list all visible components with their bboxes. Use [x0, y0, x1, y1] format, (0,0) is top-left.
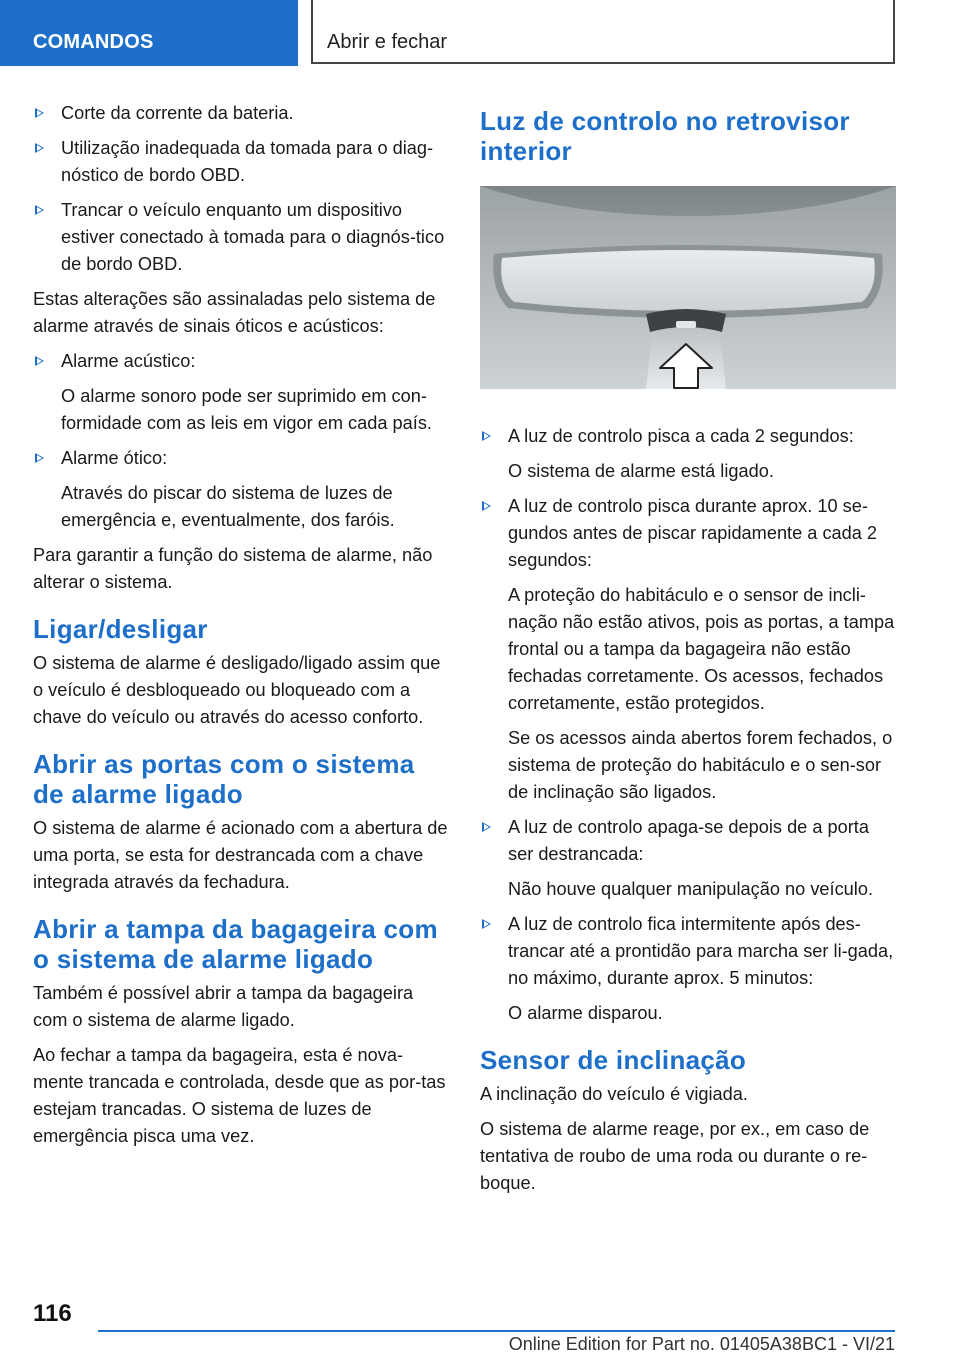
list-item: A luz de controlo apaga-se depois de a porta ser destrancada: Não houve qualquer manipulação no veículo. — [480, 814, 896, 903]
triangle-bullet-icon — [35, 143, 44, 153]
page-header — [0, 0, 960, 66]
list-item: Alarme ótico: Através do piscar do sistema de luzes de emergência e, eventualmente, dos faróis. — [33, 445, 451, 534]
list-item: A luz de controlo fica intermitente após des-trancar até a prontidão para marcha ser li-gada, no máximo, durante aprox. 5 minutos: O alarme disparou. — [480, 911, 896, 1027]
paragraph: Para garantir a função do sistema de alarme, não alterar o sistema. — [33, 545, 433, 592]
list-item: Corte da corrente da bateria. — [33, 100, 451, 127]
triangle-bullet-icon — [35, 205, 44, 215]
heading-abrir-portas: Abrir as portas com o sistema de alarme ligado — [33, 749, 415, 809]
triangle-bullet-icon — [35, 108, 44, 118]
list-item: Alarme acústico: O alarme sonoro pode ser suprimido em con-formidade com as leis em vigor em cada país. — [33, 348, 451, 437]
paragraph: Ao fechar a tampa da bagageira, esta é nova-mente trancada e controlada, desde que as por-tas estejam trancadas. O sistema de luzes de emergência pisca uma vez. — [33, 1045, 446, 1146]
paragraph: Também é possível abrir a tampa da bagageira com o sistema de alarme ligado. — [33, 983, 414, 1030]
triangle-bullet-icon — [482, 431, 491, 441]
chapter-title: Abrir e fechar — [311, 0, 895, 64]
triangle-bullet-icon — [482, 919, 491, 929]
paragraph: O sistema de alarme é acionado com a abertura de uma porta, se esta for destrancada com a chave integrada através da fechadura. — [33, 818, 448, 892]
edition-note: Online Edition for Part no. 01405A38BC1 - VI/21 — [508, 1334, 895, 1354]
list-item: A luz de controlo pisca a cada 2 segundos: O sistema de alarme está ligado. — [480, 423, 896, 485]
list-item: Utilização inadequada da tomada para o diag-nóstico de bordo OBD. — [33, 135, 451, 189]
paragraph: O sistema de alarme é desligado/ligado assim que o veículo é desbloqueado ou bloqueado com a chave do veículo ou através do acesso conforto. — [33, 653, 441, 727]
heading-abrir-tampa: Abrir a tampa da bagageira com o sistema de alarme ligado — [33, 914, 438, 974]
page-number: 116 — [33, 1300, 72, 1327]
triangle-bullet-icon — [482, 822, 491, 832]
heading-sensor-inclinacao: Sensor de inclinação — [480, 1045, 747, 1075]
left-column — [33, 100, 451, 1158]
paragraph: A inclinação do veículo é vigiada. — [480, 1084, 748, 1104]
list-item: A luz de controlo pisca durante aprox. 10 se-gundos antes de piscar rapidamente a cada 2 segundos: A proteção do habitáculo e o sensor de incli-nação não estão ativos, pois as portas, a tampa frontal ou a tampa da bagageira não estão fechadas corretamente. Os acessos, fechados corretamente, estão protegidos. Se os acessos ainda abertos forem fechados, o sistema de proteção do habitáculo e o sen-sor de inclinação são ligados. — [480, 493, 896, 806]
triangle-bullet-icon — [35, 356, 44, 366]
triangle-bullet-icon — [482, 501, 491, 511]
right-column — [480, 100, 896, 1205]
section-tab: COMANDOS — [0, 0, 298, 66]
footer-divider — [98, 1330, 895, 1332]
heading-ligar-desligar: Ligar/desligar — [33, 614, 208, 644]
list-item: Trancar o veículo enquanto um dispositivo estiver conectado à tomada para o diagnós-tico de bordo OBD. — [33, 197, 451, 278]
paragraph: O sistema de alarme reage, por ex., em caso de tentativa de roubo de uma roda ou durante o re-boque. — [480, 1119, 870, 1193]
heading-luz-controlo: Luz de controlo no retrovisor interior — [480, 106, 850, 166]
paragraph: Estas alterações são assinaladas pelo sistema de alarme através de sinais óticos e acústicos: — [33, 289, 436, 336]
rearview-mirror-image — [480, 186, 896, 389]
triangle-bullet-icon — [35, 453, 44, 463]
